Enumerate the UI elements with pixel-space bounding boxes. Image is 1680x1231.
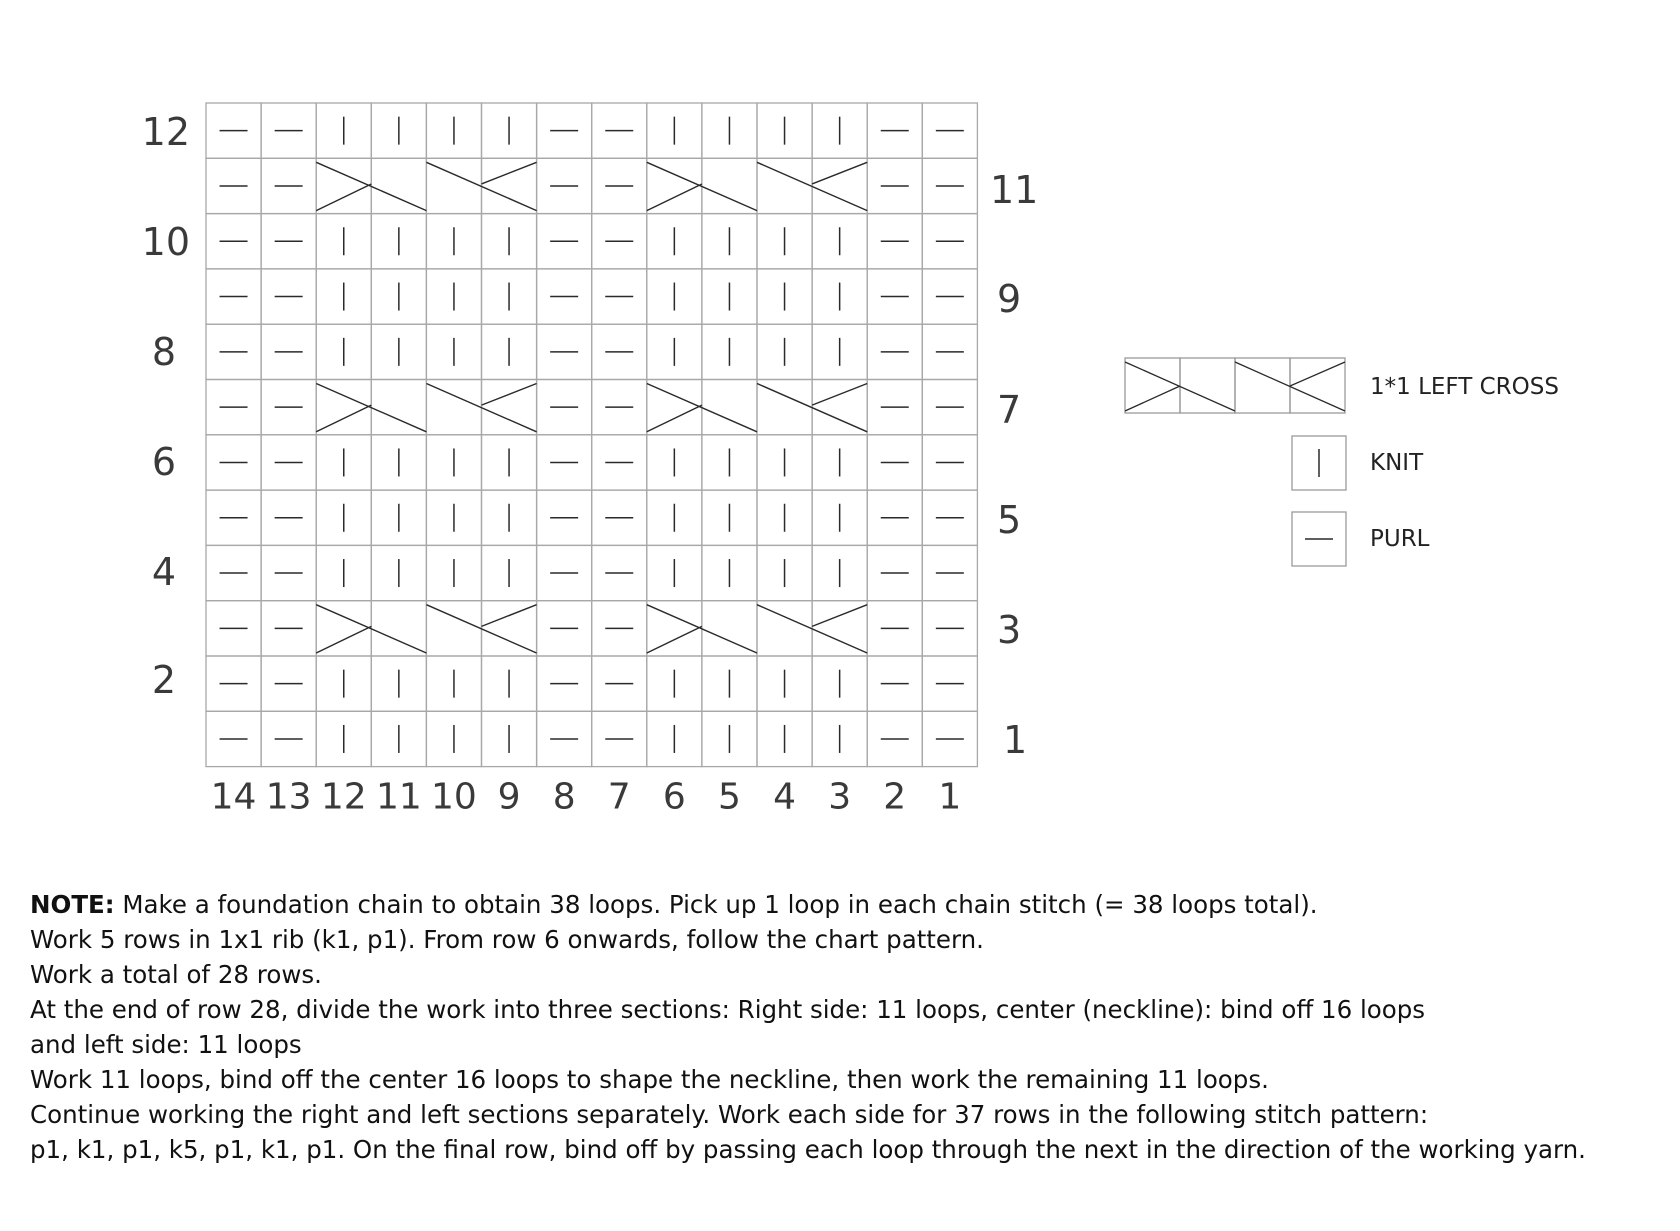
row-number-11: 11 bbox=[990, 168, 1039, 212]
legend-knit-label: KNIT bbox=[1370, 450, 1424, 476]
column-number-1: 1 bbox=[938, 776, 962, 818]
legend-purl-symbol bbox=[1292, 512, 1346, 566]
column-number-10: 10 bbox=[431, 776, 477, 818]
chart-cell bbox=[482, 380, 537, 435]
chart-cell bbox=[702, 158, 757, 213]
note-text-1: Make a foundation chain to obtain 38 loops. Pick up 1 loop in each chain stitch (= 38 loops total). bbox=[114, 890, 1318, 919]
note-lead: NOTE: bbox=[30, 890, 115, 919]
row-number-5: 5 bbox=[997, 498, 1022, 542]
chart-legend bbox=[1125, 358, 1559, 566]
row-number-12: 12 bbox=[141, 110, 190, 154]
note-line-2: Work 5 rows in 1x1 rib (k1, p1). From row 6 onwards, follow the chart pattern. bbox=[30, 925, 984, 954]
chart-cell bbox=[371, 380, 426, 435]
chart-cell bbox=[812, 158, 867, 213]
column-number-5: 5 bbox=[717, 776, 741, 818]
column-number-13: 13 bbox=[265, 776, 312, 818]
column-numbers bbox=[211, 777, 962, 818]
column-number-6: 6 bbox=[662, 776, 686, 818]
chart-cell bbox=[482, 158, 537, 213]
legend-cross-label: 1*1 LEFT CROSS bbox=[1370, 374, 1559, 400]
row-numbers bbox=[142, 110, 1039, 762]
chart-grid bbox=[206, 103, 977, 767]
row-number-10: 10 bbox=[141, 220, 190, 264]
row-number-4: 4 bbox=[151, 550, 176, 594]
column-number-9: 9 bbox=[497, 776, 521, 818]
note-line-3: Work a total of 28 rows. bbox=[30, 960, 322, 989]
chart-cell bbox=[702, 601, 757, 656]
row-number-8: 8 bbox=[151, 330, 176, 374]
pattern-notes bbox=[30, 887, 1670, 1167]
chart-cell bbox=[702, 380, 757, 435]
column-number-11: 11 bbox=[375, 776, 422, 818]
row-number-9: 9 bbox=[997, 277, 1022, 321]
row-number-7: 7 bbox=[997, 388, 1022, 432]
note-line-6: Work 11 loops, bind off the center 16 loops to shape the neckline, then work the remaining 11 loops. bbox=[30, 1065, 1269, 1094]
column-number-2: 2 bbox=[883, 776, 907, 818]
note-line-4: At the end of row 28, divide the work into three sections: Right side: 11 loops, center (neckline): bind off 16 loops bbox=[30, 995, 1426, 1024]
note-line-5: and left side: 11 loops bbox=[30, 1030, 302, 1059]
legend-purl-label: PURL bbox=[1370, 526, 1430, 552]
chart-cell bbox=[371, 601, 426, 656]
row-number-1: 1 bbox=[1003, 718, 1028, 762]
column-number-4: 4 bbox=[773, 776, 797, 818]
note-line-7: Continue working the right and left sections separately. Work each side for 37 rows in the following stitch pattern: bbox=[30, 1100, 1429, 1129]
legend-cross-symbol bbox=[1125, 358, 1345, 413]
row-number-3: 3 bbox=[997, 608, 1022, 652]
chart-cell bbox=[482, 601, 537, 656]
row-number-2: 2 bbox=[151, 658, 176, 702]
legend-knit-symbol bbox=[1292, 436, 1346, 490]
chart-cell bbox=[371, 158, 426, 213]
column-number-14: 14 bbox=[210, 776, 257, 818]
column-number-7: 7 bbox=[607, 776, 631, 818]
chart-cell bbox=[812, 601, 867, 656]
note-line-1 bbox=[30, 887, 1670, 922]
note-line-8: p1, k1, p1, k5, p1, k1, p1. On the final row, bind off by passing each loop through the next in the direction of the working yarn. bbox=[30, 1135, 1586, 1164]
chart-cell bbox=[812, 380, 867, 435]
row-number-6: 6 bbox=[151, 440, 176, 484]
column-number-8: 8 bbox=[552, 776, 576, 818]
column-number-3: 3 bbox=[828, 776, 852, 818]
column-number-12: 12 bbox=[320, 776, 367, 818]
